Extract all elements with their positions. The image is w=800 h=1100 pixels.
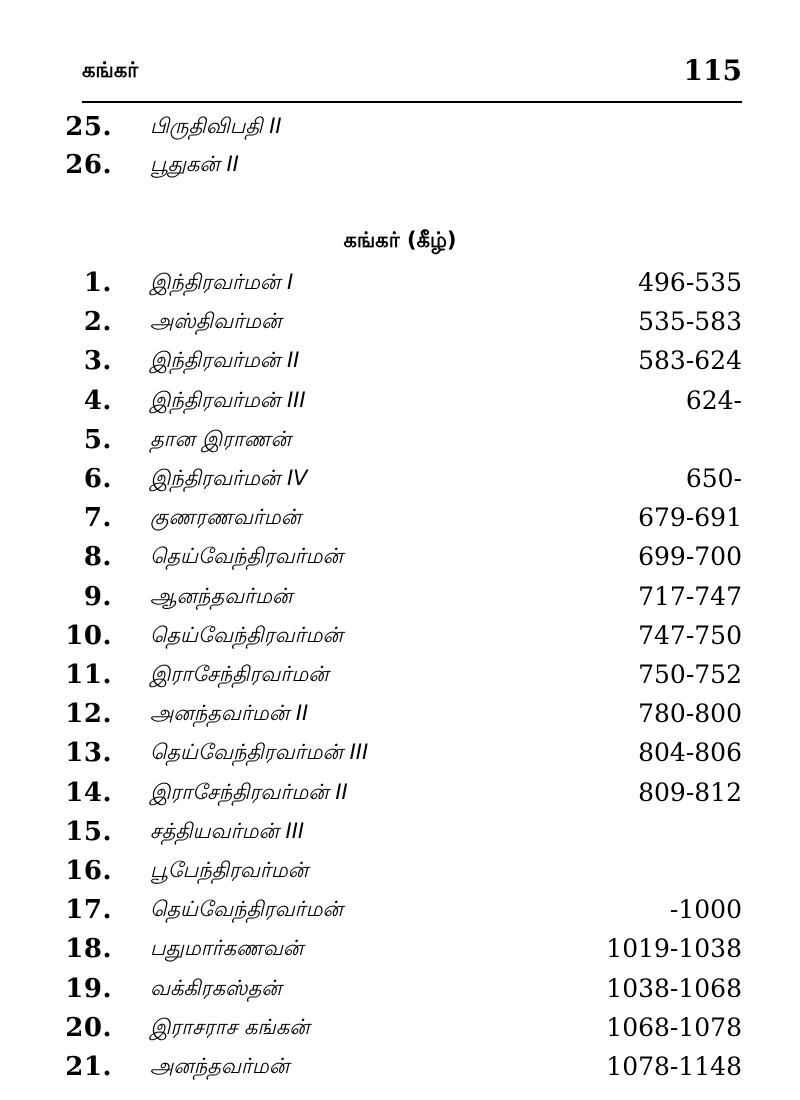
- entry-number: 16.: [65, 856, 112, 886]
- ruler-row: [42, 778, 742, 816]
- ruler-name: சத்தியவர்மன் III: [150, 819, 305, 843]
- entry-number: 10.: [65, 621, 112, 651]
- reign-years: 717-747: [638, 582, 742, 611]
- ruler-name: அஸ்திவர்மன்: [150, 309, 282, 333]
- reign-years: 780-800: [638, 699, 742, 728]
- ruler-row: [42, 621, 742, 659]
- ruler-name: பதுமார்கணவன்: [150, 936, 304, 960]
- ruler-name: தெய்வேந்திரவர்மன்: [150, 897, 343, 921]
- ruler-name: தெய்வேந்திரவர்மன்: [150, 544, 343, 568]
- ruler-row: [42, 503, 742, 541]
- reign-years: 1019-1038: [606, 934, 742, 963]
- entry-number: 20.: [65, 1013, 112, 1043]
- ruler-name: பூதுகன் II: [150, 152, 239, 176]
- ruler-name: இராசேந்திரவர்மன் II: [150, 780, 348, 804]
- reign-years: 809-812: [638, 778, 742, 807]
- ruler-row: [42, 738, 742, 776]
- ruler-name: இந்திரவர்மன் III: [150, 388, 306, 412]
- ruler-name: தெய்வேந்திரவர்மன் III: [150, 740, 369, 764]
- ruler-row: [42, 386, 742, 424]
- ruler-name: வக்கிரகஸ்தன்: [150, 976, 282, 1000]
- entry-number: 19.: [65, 974, 112, 1004]
- entry-number: 7.: [83, 503, 112, 533]
- list-item: [42, 150, 742, 188]
- reign-years: -1000: [669, 895, 742, 924]
- ruler-row: [42, 582, 742, 620]
- entry-number: 5.: [83, 425, 112, 455]
- reign-years: 1038-1068: [606, 974, 742, 1003]
- entry-number: 8.: [83, 542, 112, 572]
- entry-number: 15.: [65, 817, 112, 847]
- ruler-name: இராசேந்திரவர்மன்: [150, 662, 329, 686]
- entry-number: 11.: [65, 660, 112, 690]
- ruler-row: [42, 346, 742, 384]
- ruler-name: பூபேந்திரவர்மன்: [150, 858, 309, 882]
- reign-years: 624-: [685, 386, 742, 415]
- ruler-row: [42, 895, 742, 933]
- ruler-row: [42, 934, 742, 972]
- entry-number: 25.: [65, 112, 112, 142]
- ruler-row: [42, 1052, 742, 1090]
- ruler-name: தான இராணன்: [150, 427, 292, 451]
- ruler-row: [42, 1013, 742, 1051]
- ruler-row: [42, 856, 742, 894]
- entry-number: 14.: [65, 778, 112, 808]
- entry-number: 1.: [83, 268, 112, 298]
- section-title: கங்கர் (கீழ்): [343, 228, 457, 252]
- list-item: [42, 112, 742, 150]
- ruler-row: [42, 542, 742, 580]
- entry-number: 3.: [83, 346, 112, 376]
- entry-number: 4.: [83, 386, 112, 416]
- reign-years: 496-535: [638, 268, 742, 297]
- reign-years: 1068-1078: [606, 1013, 742, 1042]
- ruler-name: இராசராச கங்கன்: [150, 1015, 310, 1039]
- reign-years: 747-750: [638, 621, 742, 650]
- ruler-name: இந்திரவர்மன் I: [150, 270, 294, 294]
- ruler-row: [42, 974, 742, 1012]
- ruler-name: அனந்தவர்மன்: [150, 1054, 290, 1078]
- header-rule: [82, 101, 742, 103]
- entry-number: 13.: [65, 738, 112, 768]
- entry-number: 12.: [65, 699, 112, 729]
- reign-years: 535-583: [638, 307, 742, 336]
- ruler-name: இந்திரவர்மன் II: [150, 348, 300, 372]
- entry-number: 17.: [65, 895, 112, 925]
- ruler-row: [42, 307, 742, 345]
- entry-number: 2.: [83, 307, 112, 337]
- reign-years: 583-624: [638, 346, 742, 375]
- entry-number: 18.: [65, 934, 112, 964]
- ruler-row: [42, 464, 742, 502]
- ruler-name: பிருதிவிபதி II: [150, 114, 282, 138]
- reign-years: 1078-1148: [606, 1052, 742, 1081]
- entry-number: 26.: [65, 150, 112, 180]
- ruler-name: தெய்வேந்திரவர்மன்: [150, 623, 343, 647]
- ruler-row: [42, 660, 742, 698]
- entry-number: 6.: [83, 464, 112, 494]
- reign-years: 750-752: [638, 660, 742, 689]
- running-head-title: கங்கர்: [82, 58, 139, 82]
- running-head: [82, 54, 742, 94]
- ruler-row: [42, 268, 742, 306]
- entry-number: 9.: [83, 582, 112, 612]
- ruler-row: [42, 425, 742, 463]
- ruler-name: இந்திரவர்மன் IV: [150, 466, 308, 490]
- ruler-row: [42, 817, 742, 855]
- reign-years: 679-691: [638, 503, 742, 532]
- ruler-name: அனந்தவர்மன் II: [150, 701, 309, 725]
- reign-years: 650-: [685, 464, 742, 493]
- ruler-name: ஆனந்தவர்மன்: [150, 584, 293, 608]
- reign-years: 699-700: [638, 542, 742, 571]
- ruler-row: [42, 699, 742, 737]
- ruler-name: குணரணவர்மன்: [150, 505, 302, 529]
- page-number: 115: [683, 54, 742, 87]
- entry-number: 21.: [65, 1052, 112, 1082]
- reign-years: 804-806: [638, 738, 742, 767]
